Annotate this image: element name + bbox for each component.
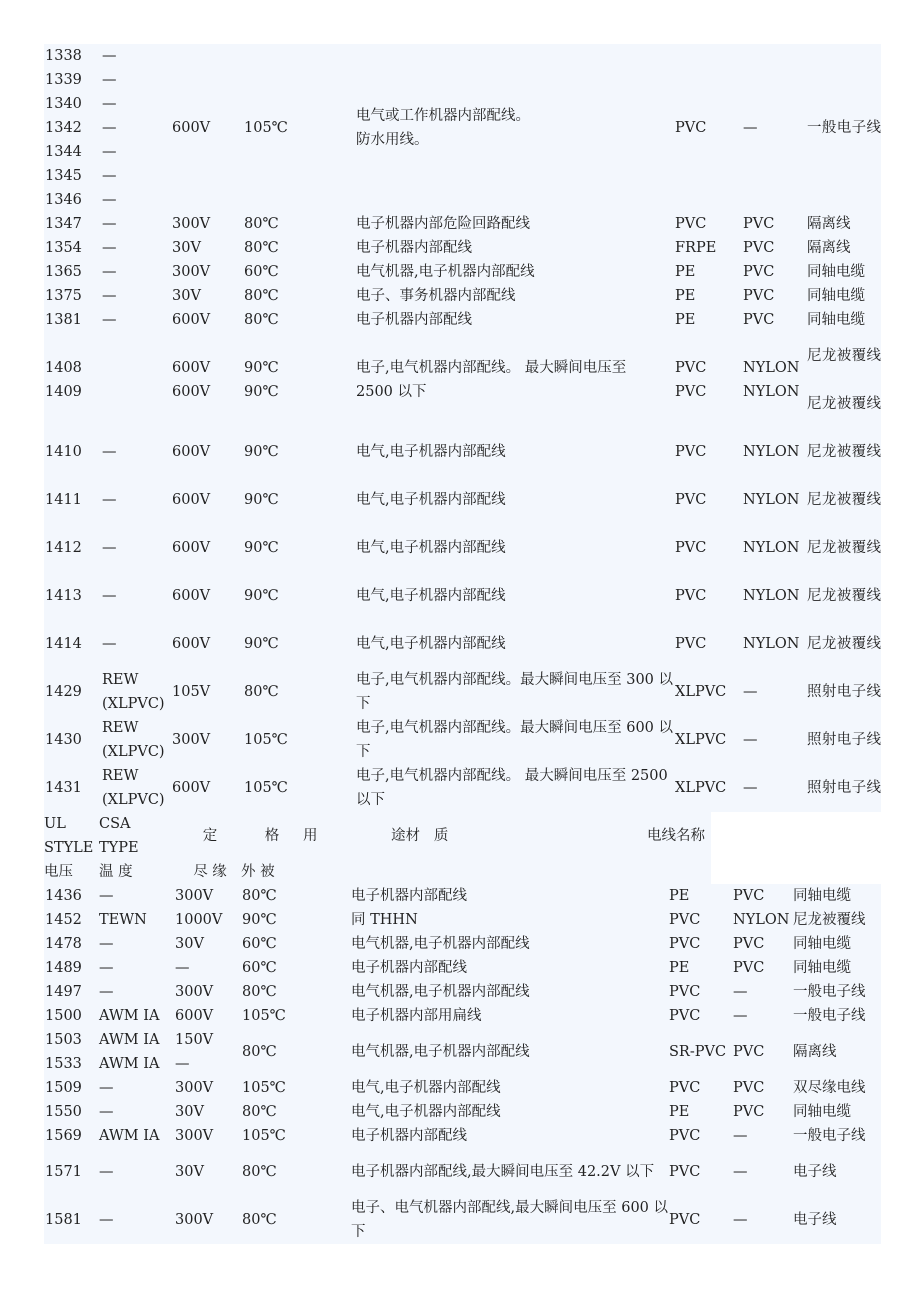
csa-cell: — (102, 144, 117, 160)
temperature-cell: 105℃ (244, 120, 288, 136)
jacket-cell: NYLON (743, 540, 800, 556)
style-cell: 1569 (45, 1128, 82, 1144)
header-empty (647, 860, 711, 884)
wire-table-lower (44, 884, 881, 1244)
style-cell: 1581 (45, 1212, 82, 1228)
table-row (44, 980, 881, 1004)
wire-name-cell: 尼龙被覆线 (807, 444, 881, 460)
material-cell: XLPVC (675, 732, 727, 748)
csa-cell: — (102, 444, 117, 460)
voltage-cell: 30V (175, 1164, 204, 1180)
jacket-cell: — (733, 1008, 748, 1024)
table-row (44, 44, 881, 68)
material-cell: PVC (669, 936, 701, 952)
csa-cell: — (102, 120, 117, 136)
material-cell: PVC (675, 120, 707, 136)
header-blank (711, 860, 881, 884)
temperature-cell: 105℃ (242, 1080, 286, 1096)
usage-cell: 电子机器内部配线 (356, 240, 472, 256)
jacket-cell: NYLON (743, 360, 800, 376)
csa-cell: — (99, 960, 114, 976)
wire-name-cell: 电子线 (793, 1212, 837, 1228)
wire-name-cell: 隔离线 (807, 240, 851, 256)
table-row (44, 284, 881, 308)
csa-cell: REW (XLPVC) (102, 672, 165, 712)
usage-cell: 同 THHN (351, 912, 418, 928)
header-csa: CSA (99, 816, 131, 832)
table-row (44, 476, 881, 524)
style-cell: 1413 (45, 588, 82, 604)
voltage-cell: 30V (172, 288, 201, 304)
temperature-cell: 90℃ (244, 540, 279, 556)
style-cell: 1489 (45, 960, 82, 976)
temperature-cell: 90℃ (242, 912, 277, 928)
usage-cell: 电气,电子机器内部配线 (356, 588, 506, 604)
jacket-cell: NYLON (743, 588, 800, 604)
style-cell: 1452 (45, 912, 82, 928)
jacket-cell: NYLON (743, 444, 800, 460)
temperature-cell: 80℃ (244, 216, 279, 232)
jacket-cell: — (743, 120, 758, 136)
csa-cell: — (99, 936, 114, 952)
usage-cell: 电子,电气机器内部配线。 最大瞬间电压至 2500 以下 (356, 768, 668, 808)
material-cell: PVC (669, 912, 701, 928)
material-cell: PVC (675, 216, 707, 232)
voltage-cell: 600V (172, 540, 211, 556)
table-row (44, 572, 881, 620)
temperature-cell: 80℃ (244, 288, 279, 304)
style-cell: 1375 (45, 288, 82, 304)
header-type: TYPE (99, 840, 139, 856)
csa-cell: AWM IA (99, 1128, 160, 1144)
table-row (44, 236, 881, 260)
voltage-cell: 600V (172, 360, 211, 376)
usage-cell: 电气,电子机器内部配线 (351, 1080, 501, 1096)
style-cell: 1430 (45, 732, 82, 748)
temperature-cell: 80℃ (244, 312, 279, 328)
usage-line: 电气或工作机器内部配线。 (356, 108, 530, 124)
temperature-cell: 90℃ (244, 588, 279, 604)
style-cell: 1338 (45, 48, 82, 64)
wire-name-cell: 同轴电缆 (807, 312, 865, 328)
style-cell: 1533 (45, 1056, 82, 1072)
csa-cell: REW (XLPVC) (102, 720, 165, 760)
header-voltage: 电压 (44, 864, 73, 880)
jacket-cell: PVC (733, 936, 765, 952)
jacket-cell: — (743, 780, 758, 796)
style-cell: 1347 (45, 216, 82, 232)
table-row (44, 764, 881, 812)
usage-cell: 电子机器内部配线 (351, 888, 467, 904)
column-header (44, 812, 881, 884)
usage-cell (356, 44, 675, 212)
table-row (44, 428, 881, 476)
csa-cell: — (102, 312, 117, 328)
jacket-cell: NYLON (733, 912, 790, 928)
jacket-cell: — (743, 684, 758, 700)
voltage-cell: 150V (175, 1032, 214, 1048)
temperature-cell: 60℃ (242, 960, 277, 976)
wire-table-upper (44, 44, 881, 812)
header-empty (377, 860, 647, 884)
voltage-cell: 600V (175, 1008, 214, 1024)
material-cell: PE (669, 888, 690, 904)
csa-cell: AWM IA (99, 1056, 160, 1072)
voltage-cell: 300V (175, 1128, 214, 1144)
wire-name-cell: 尼龙被覆线 (807, 396, 881, 412)
jacket-cell: PVC (743, 288, 775, 304)
style-cell: 1571 (45, 1164, 82, 1180)
table-row (44, 1076, 881, 1100)
style-cell: 1509 (45, 1080, 82, 1096)
material-cell: PVC (675, 384, 707, 400)
usage-cell: 电气机器,电子机器内部配线 (351, 936, 530, 952)
csa-cell: — (102, 168, 117, 184)
temperature-cell: 80℃ (242, 1044, 277, 1060)
temperature-cell: 90℃ (244, 492, 279, 508)
csa-cell: — (102, 48, 117, 64)
header-csa-type (99, 812, 179, 860)
header-empty (303, 860, 377, 884)
style-cell: 1345 (45, 168, 82, 184)
header-cai: 材 (405, 828, 420, 844)
material-cell: PVC (669, 1128, 701, 1144)
header-ge: 格 (264, 828, 280, 844)
wire-name-cell: 尼龙被覆线 (793, 912, 866, 928)
csa-cell: — (102, 72, 117, 88)
material-cell: PE (669, 1104, 690, 1120)
wire-name-cell: 同轴电缆 (807, 264, 865, 280)
csa-cell: AWM IA (99, 1032, 160, 1048)
voltage-cell: 600V (172, 444, 211, 460)
wire-name-cell: 同轴电缆 (807, 288, 865, 304)
usage-cell: 电子、事务机器内部配线 (356, 288, 516, 304)
voltage-cell: 1000V (175, 912, 223, 928)
csa-cell: — (102, 96, 117, 112)
style-cell: 1500 (45, 1008, 82, 1024)
wire-name-cell: 尼龙被覆线 (807, 492, 881, 508)
usage-line: 电子,电气机器内部配线。 最大瞬间电压至 (356, 360, 627, 376)
header-temperature: 温 度 (99, 864, 133, 880)
voltage-cell: — (175, 960, 190, 976)
temperature-cell: 90℃ (244, 384, 279, 400)
wire-name-cell: 隔离线 (807, 216, 851, 232)
style-cell: 1497 (45, 984, 82, 1000)
voltage-cell: 600V (172, 312, 211, 328)
temperature-cell: 60℃ (242, 936, 277, 952)
usage-cell: 电子机器内部配线 (351, 960, 467, 976)
wire-name-cell: 照射电子线 (807, 684, 881, 700)
usage-cell: 电气机器,电子机器内部配线 (356, 264, 535, 280)
csa-cell: — (102, 492, 117, 508)
voltage-cell: 600V (172, 636, 211, 652)
table-row (44, 716, 881, 764)
material-cell: PVC (675, 588, 707, 604)
material-cell: XLPVC (675, 780, 727, 796)
jacket-cell: PVC (743, 264, 775, 280)
header-row (44, 812, 881, 860)
temperature-cell: 90℃ (244, 444, 279, 460)
header-ul-style (44, 812, 99, 860)
table-row (44, 1028, 881, 1052)
header-insulation: 尽 缘 (193, 864, 227, 880)
voltage-cell: 300V (172, 216, 211, 232)
header-zhi: 质 (433, 828, 449, 844)
usage-cell: 电气机器,电子机器内部配线 (351, 984, 530, 1000)
usage-cell: 电气机器,电子机器内部配线 (351, 1044, 530, 1060)
voltage-cell: 300V (175, 984, 214, 1000)
wire-name-cell: 同轴电缆 (793, 1104, 851, 1120)
temperature-cell: 80℃ (242, 1164, 277, 1180)
wire-name-cell: 同轴电缆 (793, 888, 851, 904)
material-cell: PVC (675, 540, 707, 556)
temperature-cell: 105℃ (242, 1008, 286, 1024)
header-row (44, 860, 881, 884)
style-cell: 1344 (45, 144, 82, 160)
voltage-cell: 600V (172, 384, 211, 400)
wire-name-cell: 同轴电缆 (793, 936, 851, 952)
csa-cell: — (102, 216, 117, 232)
usage-cell: 电子,电气机器内部配线。最大瞬间电压至 600 以下 (356, 720, 674, 760)
csa-cell: REW (XLPVC) (102, 768, 165, 808)
style-cell: 1354 (45, 240, 82, 256)
style-cell: 1340 (45, 96, 82, 112)
jacket-cell: PVC (743, 240, 775, 256)
usage-cell (356, 332, 675, 428)
header-style: STYLE (44, 840, 94, 856)
voltage-cell: 600V (172, 492, 211, 508)
usage-cell: 电气,电子机器内部配线 (356, 444, 506, 460)
wire-name-cell: 电子线 (793, 1164, 837, 1180)
wire-name-cell: 一般电子线 (807, 120, 881, 136)
csa-cell: — (102, 288, 117, 304)
wire-name-cell: 尼龙被覆线 (807, 540, 881, 556)
temperature-cell: 105℃ (244, 780, 288, 796)
material-cell: PVC (669, 1008, 701, 1024)
voltage-cell: 300V (175, 1080, 214, 1096)
table-row (44, 908, 881, 932)
table-row (44, 884, 881, 908)
header-tu: 途 (391, 828, 406, 844)
table-row (44, 332, 881, 380)
usage-line: 防水用线。 (356, 132, 429, 148)
wire-name-cell: 尼龙被覆线 (807, 348, 881, 364)
csa-cell: — (102, 240, 117, 256)
csa-cell: — (102, 264, 117, 280)
wire-name-cell: 同轴电缆 (793, 960, 851, 976)
usage-cell: 电子机器内部配线 (356, 312, 472, 328)
temperature-cell: 105℃ (244, 732, 288, 748)
csa-cell: — (102, 192, 117, 208)
csa-cell: AWM IA (99, 1008, 160, 1024)
style-cell: 1412 (45, 540, 82, 556)
voltage-cell: 30V (175, 1104, 204, 1120)
csa-cell (102, 380, 172, 428)
voltage-cell: 600V (172, 588, 211, 604)
material-cell: PE (669, 960, 690, 976)
table-row (44, 1148, 881, 1196)
style-cell: 1478 (45, 936, 82, 952)
csa-cell: — (99, 1080, 114, 1096)
table-row (44, 620, 881, 668)
voltage-cell: 105V (172, 684, 211, 700)
header-yong: 用 (303, 828, 318, 844)
csa-cell: TEWN (99, 912, 147, 928)
voltage-cell: 600V (172, 120, 211, 136)
temperature-cell: 90℃ (244, 636, 279, 652)
voltage-cell: 300V (172, 264, 211, 280)
jacket-cell: — (733, 1164, 748, 1180)
header-blank (711, 812, 881, 860)
material-cell: PVC (669, 1164, 701, 1180)
style-cell: 1431 (45, 780, 82, 796)
jacket-cell: PVC (733, 960, 765, 976)
usage-line: 2500 以下 (356, 384, 427, 400)
wire-name-cell: 一般电子线 (793, 1008, 866, 1024)
usage-cell: 电子机器内部危险回路配线 (356, 216, 530, 232)
wire-name-cell: 照射电子线 (807, 780, 881, 796)
header-ding: 定 (202, 828, 218, 844)
temperature-cell: 80℃ (244, 684, 279, 700)
wire-name-cell: 照射电子线 (807, 732, 881, 748)
wire-name-cell: 双尽缘电线 (793, 1080, 866, 1096)
style-cell: 1436 (45, 888, 82, 904)
temperature-cell: 80℃ (244, 240, 279, 256)
voltage-cell: — (175, 1056, 190, 1072)
csa-cell: — (99, 1212, 114, 1228)
material-cell: PE (675, 288, 696, 304)
jacket-cell: PVC (733, 888, 765, 904)
style-cell: 1409 (45, 384, 82, 400)
style-cell: 1429 (45, 684, 82, 700)
voltage-cell: 300V (175, 1212, 214, 1228)
style-cell: 1411 (45, 492, 82, 508)
csa-cell: — (102, 588, 117, 604)
voltage-cell: 300V (172, 732, 211, 748)
wire-name-cell: 尼龙被覆线 (807, 636, 881, 652)
temperature-cell: 105℃ (242, 1128, 286, 1144)
style-cell: 1346 (45, 192, 82, 208)
material-cell: PVC (675, 360, 707, 376)
csa-cell: — (99, 984, 114, 1000)
usage-cell: 电子机器内部用扁线 (351, 1008, 482, 1024)
material-cell: PE (675, 312, 696, 328)
material-cell: SR-PVC (669, 1044, 727, 1060)
material-cell: XLPVC (675, 684, 727, 700)
table-row (44, 1124, 881, 1148)
usage-cell: 电子机器内部配线 (351, 1128, 467, 1144)
jacket-cell: — (733, 1128, 748, 1144)
style-cell: 1408 (45, 360, 82, 376)
material-cell: PVC (669, 1080, 701, 1096)
usage-cell: 电气,电子机器内部配线 (356, 636, 506, 652)
jacket-cell: — (733, 984, 748, 1000)
table-row (44, 668, 881, 716)
jacket-cell: PVC (733, 1080, 765, 1096)
style-cell: 1414 (45, 636, 82, 652)
spec-sheet (44, 44, 881, 1244)
voltage-cell: 30V (175, 936, 204, 952)
temperature-cell: 60℃ (244, 264, 279, 280)
wire-name-cell: 尼龙被覆线 (807, 588, 881, 604)
voltage-cell: 600V (172, 780, 211, 796)
csa-cell: — (99, 1104, 114, 1120)
wire-name-cell: 隔离线 (793, 1044, 837, 1060)
table-row (44, 1004, 881, 1028)
jacket-cell: NYLON (743, 492, 800, 508)
usage-cell: 电子、电气机器内部配线,最大瞬间电压至 600 以下 (351, 1200, 669, 1240)
voltage-cell: 300V (175, 888, 214, 904)
jacket-cell: PVC (733, 1104, 765, 1120)
usage-cell: 电气,电子机器内部配线 (351, 1104, 501, 1120)
header-ul: UL (44, 816, 66, 832)
table-row (44, 260, 881, 284)
table-row (44, 212, 881, 236)
temperature-cell: 90℃ (244, 360, 279, 376)
table-row (44, 524, 881, 572)
style-cell: 1381 (45, 312, 82, 328)
jacket-cell: NYLON (743, 384, 800, 400)
style-cell: 1550 (45, 1104, 82, 1120)
usage-cell: 电气,电子机器内部配线 (356, 492, 506, 508)
header-wire-name: 电线名称 (647, 828, 705, 844)
csa-cell: — (99, 1164, 114, 1180)
usage-cell: 电子机器内部配线,最大瞬间电压至 42.2V 以下 (351, 1164, 655, 1180)
material-cell: FRPE (675, 240, 717, 256)
table-row (44, 308, 881, 332)
material-cell: PVC (675, 444, 707, 460)
material-cell: PVC (675, 492, 707, 508)
jacket-cell: — (743, 732, 758, 748)
material-cell: PVC (669, 1212, 701, 1228)
material-cell: PVC (669, 984, 701, 1000)
csa-cell: — (102, 540, 117, 556)
table-row (44, 932, 881, 956)
header-jacket: 外 被 (241, 864, 275, 880)
style-cell: 1365 (45, 264, 82, 280)
material-cell: PE (675, 264, 696, 280)
header-usage (377, 812, 647, 860)
csa-cell: — (102, 636, 117, 652)
style-cell: 1503 (45, 1032, 82, 1048)
wire-name-cell: 一般电子线 (793, 1128, 866, 1144)
temperature-cell: 80℃ (242, 984, 277, 1000)
style-cell: 1410 (45, 444, 82, 460)
jacket-cell: PVC (743, 216, 775, 232)
voltage-cell: 30V (172, 240, 201, 256)
jacket-cell: — (733, 1212, 748, 1228)
usage-cell: 电子,电气机器内部配线。最大瞬间电压至 300 以下 (356, 672, 674, 712)
style-cell: 1339 (45, 72, 82, 88)
table-row (44, 1100, 881, 1124)
temperature-cell: 80℃ (242, 1212, 277, 1228)
style-cell: 1342 (45, 120, 82, 136)
temperature-cell: 80℃ (242, 888, 277, 904)
material-cell: PVC (675, 636, 707, 652)
wire-name-cell: 一般电子线 (793, 984, 866, 1000)
table-row (44, 1196, 881, 1244)
jacket-cell: NYLON (743, 636, 800, 652)
usage-cell: 电气,电子机器内部配线 (356, 540, 506, 556)
jacket-cell: PVC (743, 312, 775, 328)
csa-cell (102, 332, 172, 380)
jacket-cell: PVC (733, 1044, 765, 1060)
csa-cell: — (99, 888, 114, 904)
temperature-cell: 80℃ (242, 1104, 277, 1120)
table-row (44, 956, 881, 980)
